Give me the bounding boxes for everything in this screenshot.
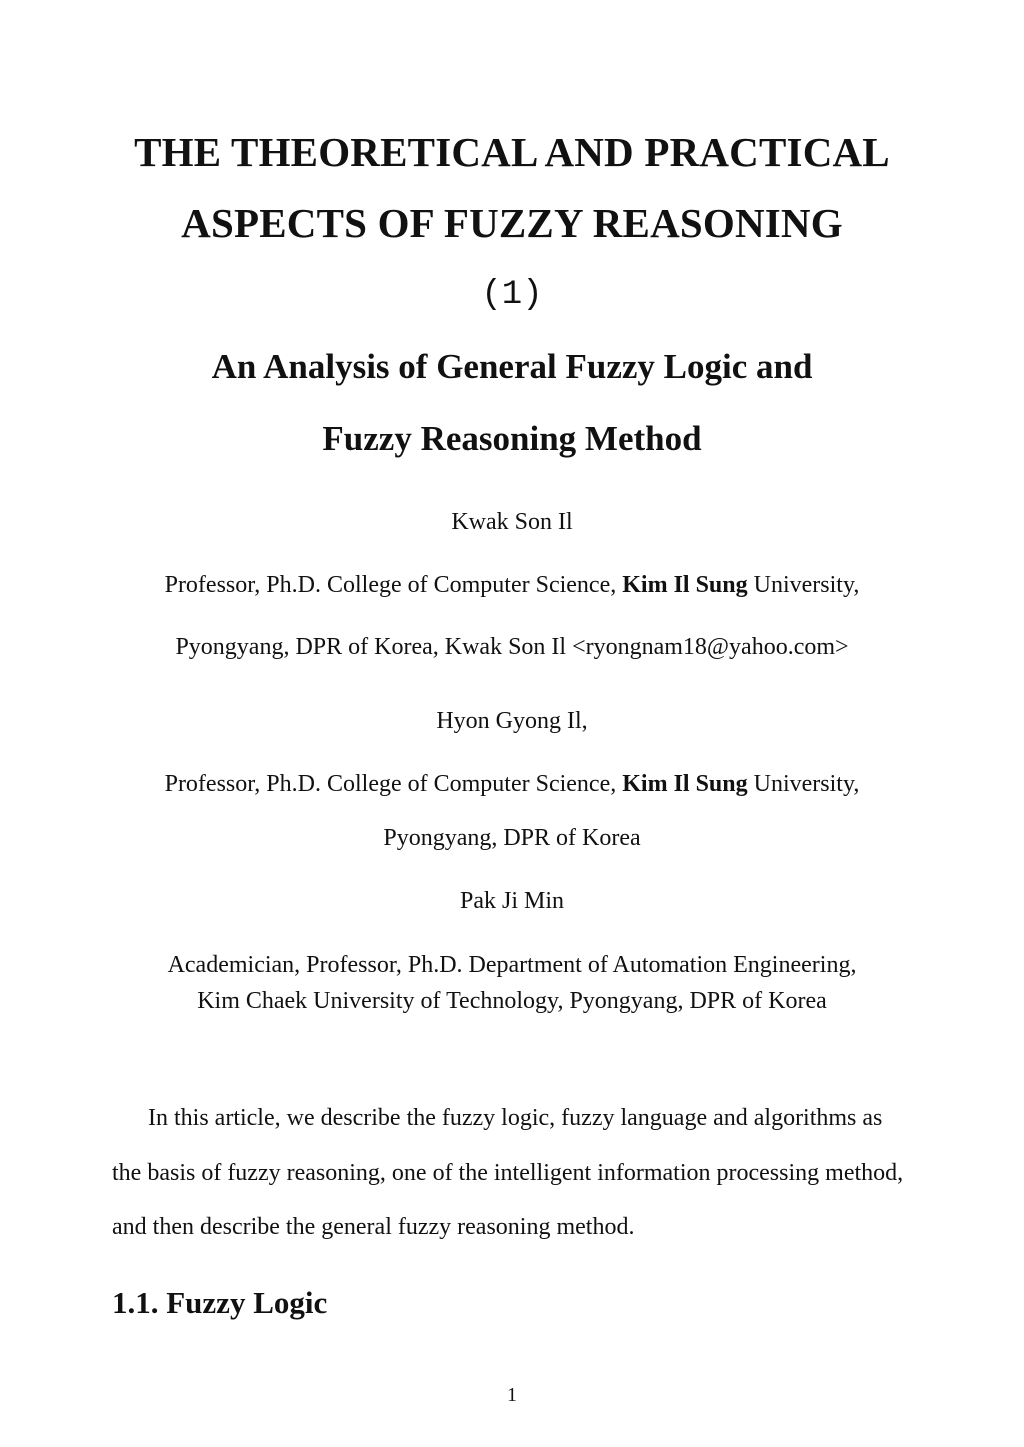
author-address-3: Kim Chaek University of Technology, Pyongyang, DPR of Korea [197,988,827,1014]
title-line-2: ASPECTS OF FUZZY REASONING [181,200,843,246]
title-line-1: THE THEORETICAL AND PRACTICAL [134,129,890,175]
author-address-1: Pyongyang, DPR of Korea, Kwak Son Il <ryongnam18@yahoo.com> [175,634,849,660]
affiliation-text: University, [747,572,860,598]
author-name-1: Kwak Son Il [451,509,573,535]
author-name-3: Pak Ji Min [459,888,564,914]
affiliation-text: Professor, Ph.D. College of Computer Science, [164,572,623,598]
abstract-line-1: In this article, we describe the fuzzy logic, fuzzy language and algorithms as [148,1105,883,1131]
author-address-2: Pyongyang, DPR of Korea [383,825,641,851]
title-number: (1) [481,276,543,314]
author-name-2: Hyon Gyong Il, [436,708,588,734]
university-name-bold: Kim Il Sung [622,771,748,797]
subtitle-line-1: An Analysis of General Fuzzy Logic and [211,347,813,386]
author-affiliation-1 [0,572,1024,599]
page-number: 1 [507,1384,517,1406]
affiliation-text: University, [747,771,860,797]
university-name-bold: Kim Il Sung [622,572,748,598]
abstract-line-3: and then describe the general fuzzy reasoning method. [112,1214,635,1240]
abstract-line-2: the basis of fuzzy reasoning, one of the intelligent information processing method, [112,1160,904,1186]
author-affiliation-3: Academician, Professor, Ph.D. Department of Automation Engineering, [167,952,857,978]
author-affiliation-2 [0,771,1024,798]
affiliation-text: Professor, Ph.D. College of Computer Science, [164,771,623,797]
section-heading: 1.1. Fuzzy Logic [112,1285,328,1320]
subtitle-line-2: Fuzzy Reasoning Method [322,419,702,458]
